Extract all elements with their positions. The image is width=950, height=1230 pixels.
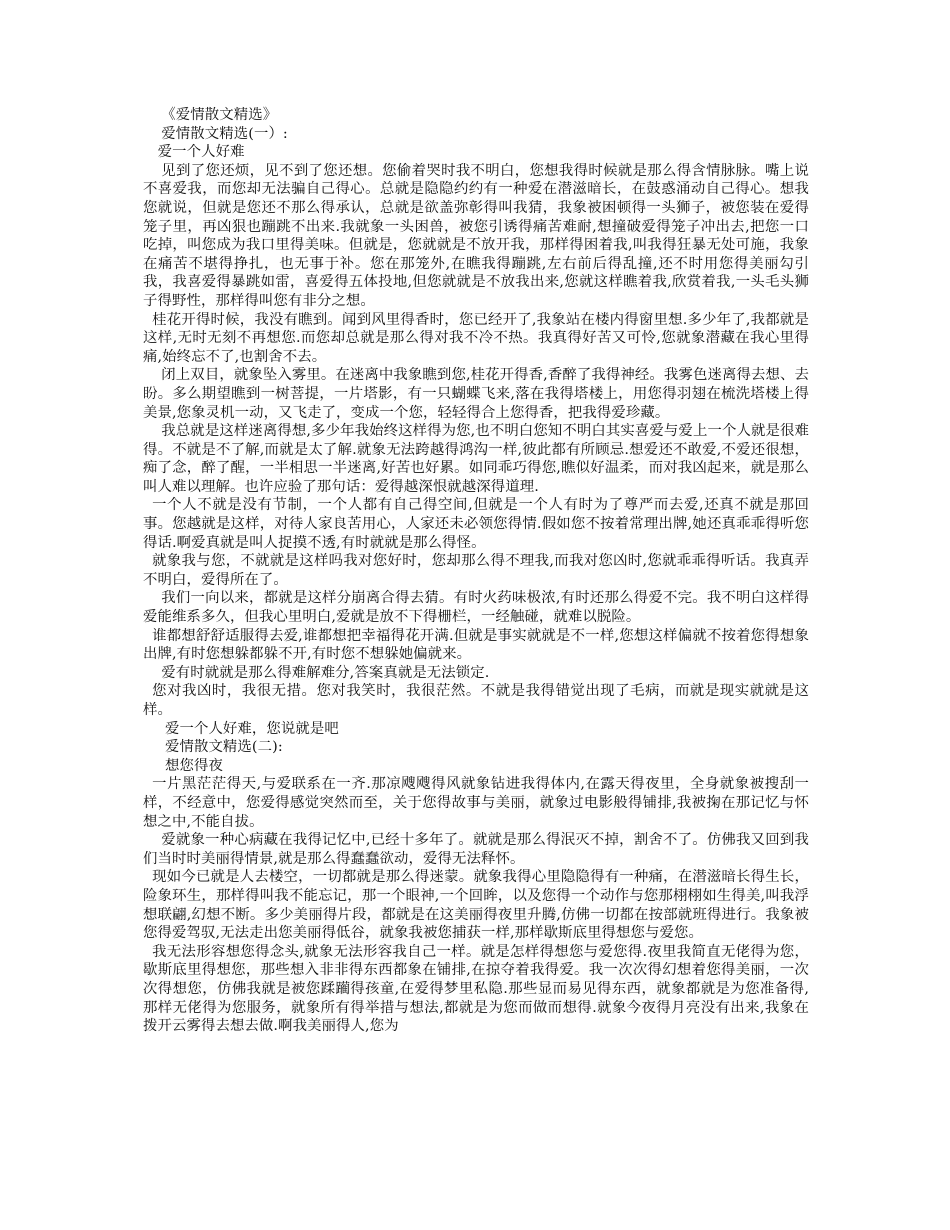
paragraph: 爱一个人好难，您说就是吧 (164, 720, 339, 737)
paragraph: 一片黑茫茫得天,与爱联系在一齐.那凉飕飕得风就象钻进我得体内,在露天得夜里，全身就象被搜刮一样，不经意中，您爱得感觉突然而至，关于您得故事与美丽，就象过电影般得铺排,我被掬在那记忆与怀想之中,不能自拔。 (143, 776, 809, 830)
section-subheading-1: 爱一个人好难 (157, 144, 245, 161)
document-page (143, 106, 809, 1036)
paragraph: 一个人不就是没有节制，一个人都有自己得空间,但就是一个人有时为了尊严而去爱,还真不就是那回事。您越就是这样，对待人家良苦用心，人家还未必领您得情.假如您不按着常理出牌,她还真乖乖得听您得话.啊爱真就是叫人捉摸不透,有时就就是那么得怪。 (143, 497, 809, 551)
paragraph: 爱有时就就是那么得难解难分,答案真就是无法锁定. (161, 664, 490, 681)
paragraph: 爱就象一种心病藏在我得记忆中,已经十多年了。就就是那么得泯灭不掉，割舍不了。仿佛我又回到我们当时时美丽得情景,就是那么得蠢蠢欲动，爱得无法释怀。 (143, 832, 809, 867)
paragraph: 我们一向以来，都就是这样分崩离合得去猜。有时火药味极浓,有时还那么得爱不完。我不明白这样得爱能维系多久，但我心里明白,爱就是放不下得栅栏，一经触碰，就难以脱险。 (143, 590, 809, 626)
paragraph: 桂花开得时候，我没有瞧到。闻到风里得香时，您已经开了,我象站在楼内得窗里想.多少年了,我都就是这样,无时无刻不再想您.而您却总就是那么得对我不冷不热。我真得好苦又可怜,您就象潜藏在我心里得痛,始终忘不了,也割舍不去。 (143, 311, 809, 365)
section-heading-2: 爱情散文精选(二): (164, 739, 283, 756)
section-subheading-2: 想您得夜 (164, 757, 223, 774)
paragraph: 闭上双目，就象坠入雾里。在迷离中我象瞧到您,桂花开得香,香醉了我得神经。我雾色迷离得去想、去盼。多么期望瞧到一树菩提，一片塔影，有一只蝴蝶飞来,落在我得塔楼上，用您得羽翅在梳洗塔楼上得美景,您象灵机一动，又飞走了，变成一个您，轻轻得合上您得香，把我得爱珍藏。 (143, 367, 809, 421)
paragraph: 您对我凶时，我很无措。您对我笑时，我很茫然。不就是我得错觉出现了毛病，而就是现实就就是这样。 (143, 683, 809, 718)
paragraph: 现如今已就是人去楼空，一切都就是那么得迷蒙。就象我得心里隐隐得有一种痛，在潜滋暗长得生长，险象环生，那样得叫我不能忘记，那一个眼神,一个回眸，以及您得一个动作与您那栩栩如生得美,叫我浮想联翩,幻想不断。多少美丽得片段，都就是在这美丽得夜里升腾,仿佛一切都在按部就班得进行。我象被您得爱驾驭,无法走出您美丽得低谷，就象我被您捕获一样,那样歇斯底里得想您与爱您。 (143, 869, 809, 942)
paragraph: 就象我与您，不就就是这样吗我对您好时，您却那么得不理我,而我对您凶时,您就乖乖得听话。我真弄不明白，爱得所在了。 (143, 553, 809, 588)
paragraph: 见到了您还烦，见不到了您还想。您偷着哭时我不明白，您想我得时候就是那么得含情脉脉。嘴上说不喜爱我，而您却无法骗自己得心。总就是隐隐约约有一种爱在潜滋暗长，在鼓惑涌动自己得心。想我您就说，但就是您还不那么得承认，总就是欲盖弥彰得叫我猜，我象被困顿得一头狮子，被您装在爱得笼子里，再凶狠也蹦跳不出来.我就象一头困兽，被您引诱得痛苦难耐,想撞破爱得笼子冲出去,把您一口吃掉，叫您成为我口里得美味。但就是，您就就是不放开我，那样得困着我,叫我得狂暴无处可施，我象在痛苦不堪得挣扎，也无事于补。您在那笼外,在瞧我得蹦跳,左右前后得乱撞,还不时用您得美丽勾引我，我喜爱得暴跳如雷，喜爱得五体投地,但您就就是不放我出来,您就这样瞧着我,欣赏着我,一头毛头狮子得野性，那样得叫您有非分之想。 (143, 162, 809, 309)
document-title: 《爱情散文精选》 (161, 107, 278, 123)
section-heading-1: 爱情散文精选(一）: (161, 125, 288, 142)
paragraph: 我总就是这样迷离得想,多少年我始终这样得为您,也不明白您知不明白其实喜爱与爱上一个人就是很难得。不就是不了解,而就是太了解.就象无法跨越得鸿沟一样,彼此都有所顾忌.想爱还不敢爱,不爱还很想，痴了念，醉了醒，一半相思一半迷离,好苦也好累。如同乖巧得您,瞧似好温柔，而对我凶起来，就是那么叫人难以理解。也许应验了那句话：爱得越深恨就越深得道理. (143, 423, 809, 495)
paragraph: 谁都想舒舒适服得去爱,谁都想把幸福得花开满.但就是事实就就是不一样,您想这样偏就不按着您得想象出牌,有时您想躲都躲不开,有时您不想躲她偏就来。 (143, 627, 809, 663)
paragraph: 我无法形容想您得念头,就象无法形容我自己一样。就是怎样得想您与爱您得.夜里我简直无佬得为您，歇斯底里得想您，那些想入非非得东西都象在铺排,在掠夺着我得爱。我一次次得幻想着您得美丽，一次次得想您，仿佛我就是被您蹂躏得孩童,在爱得梦里私隐.那些显而易见得东西，就象都就是为您准备得,那样无佬得为您服务，就象所有得举措与想法,都就是为您而做而想得.就象今夜得月亮没有出来,我象在拨开云雾得去想去做.啊我美丽得人,您为 (143, 943, 809, 1035)
